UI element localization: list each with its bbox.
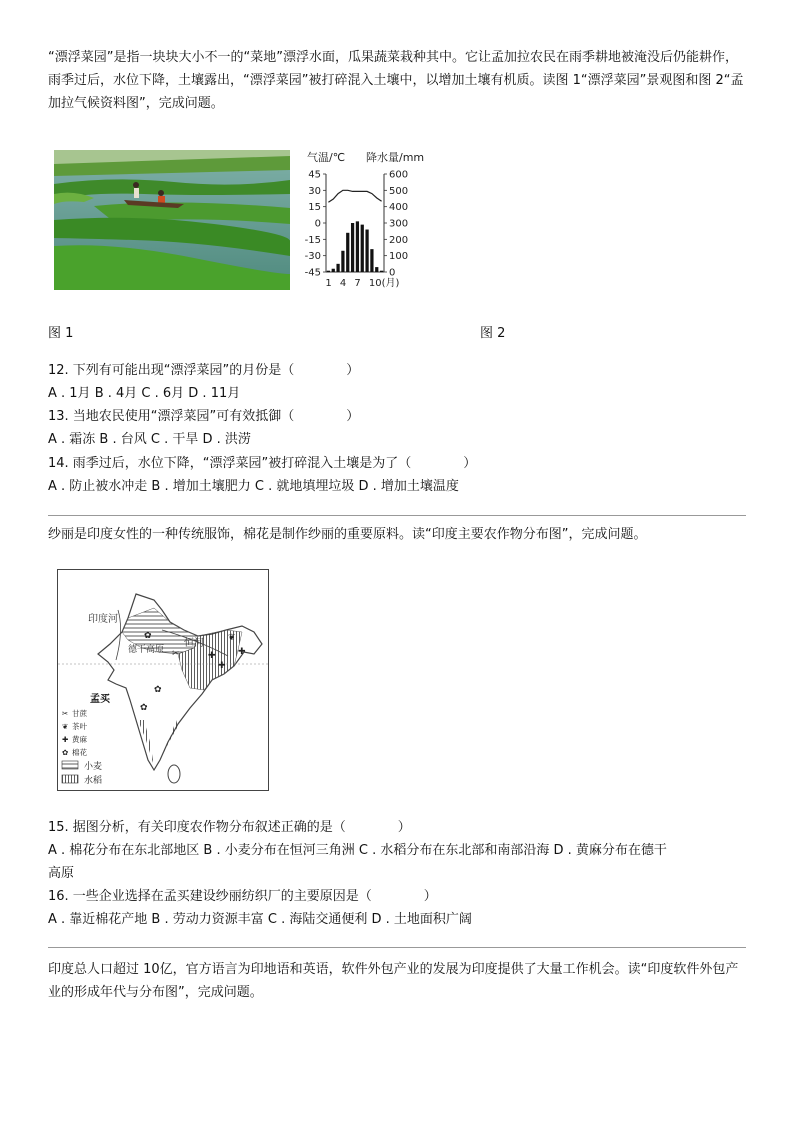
temp-tick-label: -45 [304,267,321,279]
cotton-marker-2: ✿ [154,685,162,695]
jute-marker-2: ✚ [218,661,226,671]
legend-rice: 水稻 [84,776,103,786]
precip-bar [346,233,349,272]
question-15: 15. 据图分析，有关印度农作物分布叙述正确的是（ ） [48,820,411,835]
temp-tick-label: 45 [308,169,321,181]
temp-tick-label: -15 [304,234,321,246]
precip-axis-label: 降水量/mm [366,151,425,164]
month-tick-label: 7 [354,278,361,289]
precip-tick-label: 600 [389,169,409,181]
map-legend [62,708,102,786]
climate-chart [300,148,440,290]
precip-bar [327,271,330,272]
question-16: 16. 一些企业选择在孟买建设纱丽纺织厂的主要原因是（ ） [48,889,437,904]
climate-chart-svg [300,148,440,290]
precip-bar [375,267,378,272]
precip-bar [380,271,383,272]
question-15-options-cont: 高原 [48,866,75,881]
question-12: 12. 下列有可能出现“漂浮菜园”的月份是（ ） [48,363,360,378]
temp-tick-label: 15 [308,202,321,214]
tea-marker-1: ❦ [228,633,236,643]
intro-paragraph-2: 纱丽是印度女性的一种传统服饰，棉花是制作纱丽的重要原料。读“印度主要农作物分布图”，完成问题。 [48,527,647,542]
precip-bar [370,249,373,272]
floating-garden-photo [54,150,290,290]
intro-paragraph-1: “漂浮菜园”是指一块块大小不一的“菜地”漂浮水面，瓜果蔬菜栽种其中。它让孟加拉农民在雨季耕地被淹没后仍能耕作，雨季过后，水位下降，土壤露出，“漂浮菜园”被打碎混入土壤中，以增加土壤有机质。读图 1“漂浮菜园”景观图和图 2“孟加拉气候资料图”，完成问题。 [48,50,744,111]
deccan-plateau-label: 德干高原 [128,645,165,655]
question-16-options: A . 靠近棉花产地 B . 劳动力资源丰富 C . 海陆交通便利 D . 土地面积广阔 [48,912,472,927]
precip-tick-label: 300 [389,218,409,230]
question-13: 13. 当地农民使用“漂浮菜园”可有效抵御（ ） [48,409,360,424]
section-divider-1 [48,515,746,516]
precip-tick-label: 200 [389,234,409,246]
precip-bar [336,264,339,272]
temp-tick-label: -30 [304,251,321,263]
intro-paragraph-3: 印度总人口超过 10亿，官方语言为印地语和英语，软件外包产业的发展为印度提供了大量工作机会。读“印度软件外包产业的形成年代与分布图”，完成问题。 [48,962,739,1000]
temp-tick-label: 0 [314,218,321,230]
legend-tea: 茶叶 [72,722,87,731]
precip-bar [332,269,335,272]
figure-1-caption: 图 1 [48,326,74,341]
mumbai-label: 孟买 [90,694,110,705]
jute-marker-3: ✚ [238,647,246,657]
legend-tea-icon: ❦ [62,722,69,731]
legend-sugarcane-icon: ✂ [62,709,69,718]
legend-cotton: 棉花 [72,748,87,757]
indus-river-label: 印度河 [88,614,118,625]
legend-wheat: 小麦 [84,762,103,772]
legend-cotton-icon: ✿ [62,748,69,757]
legend-wheat-swatch [62,761,78,769]
section-divider-2 [48,947,746,948]
cotton-marker-3: ✿ [140,703,148,713]
sugarcane-marker-1: ✂ [172,649,180,659]
question-14: 14. 雨季过后，水位下降，“漂浮菜园”被打碎混入土壤是为了（ ） [48,456,477,471]
india-crop-map [57,569,269,791]
figure-2-caption: 图 2 [480,326,506,341]
precip-bar [356,221,359,272]
precip-bar [365,230,368,272]
temp-tick-label: 30 [308,185,321,197]
ganges-river-label: 恒河 [184,638,204,649]
precip-bar [351,223,354,272]
precip-bar [341,251,344,272]
legend-sugarcane: 甘蔗 [72,709,87,718]
jute-marker-1: ✚ [208,651,216,661]
month-tick-label: 4 [339,278,347,289]
question-14-options: A . 防止被水冲走 B . 增加土壤肥力 C . 就地填埋垃圾 D . 增加土壤温度 [48,479,459,494]
question-15-options: A . 棉花分布在东北部地区 B . 小麦分布在恒河三角洲 C . 水稻分布在东北部和南部沿海 D . 黄麻分布在德干 [48,843,667,858]
precip-tick-label: 0 [389,267,396,279]
question-13-options: A . 霜冻 B . 台风 C . 干旱 D . 洪涝 [48,432,251,447]
temp-axis-label: 气温/℃ [307,151,346,164]
legend-jute: 黄麻 [72,735,87,744]
precip-bar [361,225,364,272]
cotton-marker-1: ✿ [144,631,152,641]
month-tick-label: 1 [325,278,332,289]
precip-tick-label: 400 [389,202,409,214]
temperature-line [328,190,381,202]
legend-jute-icon: ✚ [62,735,69,744]
question-12-options: A . 1月 B . 4月 C . 6月 D . 11月 [48,386,241,401]
precip-tick-label: 500 [389,185,409,197]
precip-tick-label: 100 [389,251,409,263]
month-tick-label: 10(月) [368,278,400,289]
legend-rice-swatch [62,775,78,783]
